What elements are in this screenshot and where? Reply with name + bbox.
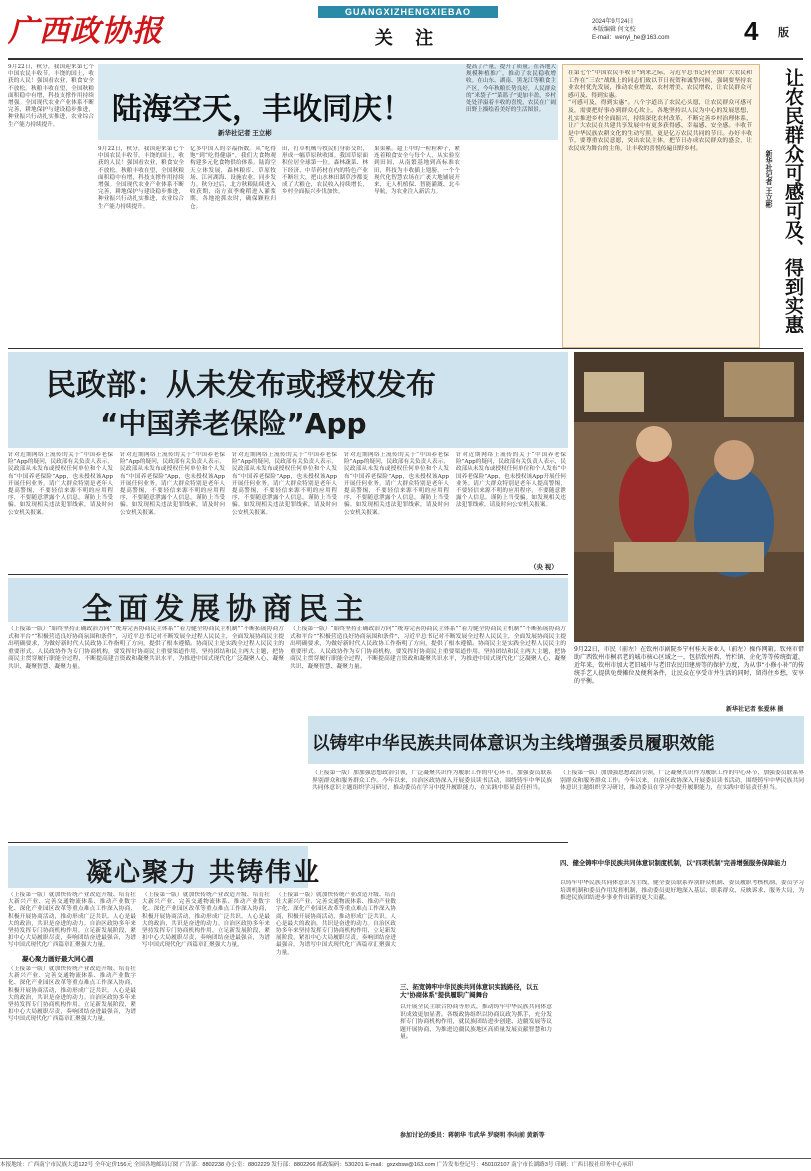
article-byline: 新华社记者 王立彬 [218, 130, 272, 137]
section-title: 关 注 [374, 28, 442, 49]
divider [8, 574, 568, 575]
article-column: （上接第一版）就加快传统产业改造升级、培育壮大新兴产业、完善交通物流体系、推动产业数字化、深化产业园区改革等重点难点工作深入协商，积极开展协商活动，推动形成广泛共识。人心是最大的政治，共识是奋进的动力。自治区政协多年来坚持发挥专门协商机构作用，立足新发展阶段，紧扣中心大局履职尽责，奏响团结奋进最强音，为谱写中国式现代化广西篇章汇聚强大力量。 [276, 892, 396, 956]
participant-names: 参加讨论的委员：蒋朝华 韦武华 罗晓明 李向前 黄新等 [400, 1133, 545, 1139]
article-column: 9月22日，秋分，我国迎来第七个中国农民丰收节。丰饶的国土，收获的人民！强国看农业，粮食安全不放松。秋粮丰收在望，全国秋粮面积稳中有增，科技支撑作用持续增强。全国现代农业产业体系不断完善，耕地保护与建设稳步推进，种业振兴行动扎实推进，农业综合生产能力持续提升。 [8, 64, 94, 128]
photo-illustration [574, 352, 804, 642]
article-headline: 民政部：从未发布或授权发布 [46, 368, 436, 403]
article-column: 针对近期网络上流传的关于“中国养老保险”App的疑问，民政部有关负责人表示，民政部从未发布或授权任何单位和个人发布“中国养老保险”App，也未授权该App开展任何业务。请广大群众特别是老年人提高警惕，不要轻信来源不明的应用程序，不要随意泄露个人信息，谨防上当受骗。如发现相关违法犯罪线索，请及时向公安机关报案。 [456, 452, 566, 509]
editor-email: E-mail：wenyi_he@163.com [592, 35, 670, 41]
article-column: 亿多中国人的幸福指数。从“吃得饱”到“吃得健康”，我们大食物观构建多元化食物供给体系。陆海空天立体发展，森林粮库、草原牧场、江河湖海、设施农业，同步发力。秋分过后，北方秋粮陆续进入收获期，南方双季晚稻进入灌浆期，各地抢抓农时，确保颗粒归仓。 [190, 146, 276, 210]
issue-date: 2024年9月24日 [592, 19, 634, 25]
article-column: 果果累。超上中的一粒粒种子，紧连着粮食安全与每个人，从实验室到田间，从南繁基地到高标准农田，科技为丰收插上翅膀。一个个现代化智慧农场在广袤大地铺展开来，无人机植保、智能灌溉、北斗导航，为农业注入新活力。 [374, 146, 460, 196]
article-headline: 以铸牢中华民族共同体意识为主线增强委员履职效能 [312, 734, 715, 754]
masthead [0, 0, 811, 62]
article-headline: 全面发展协商民主 [82, 592, 370, 627]
photo-caption: 9月22日，市民（前左）在钦州市剧院乡宁村桂天茶业人（前左）操作网箱。钦州市借助广西钦州市桐君老的城市核心区域之一，包括钦州西、竹栏镇、企化等等传统街道，近年来，钦州市加大老旧城中与老旧农民旧建房等的保护力度，为从事“小修小补”的传统手艺人提供免费摊位及便利条件，让民众在享受市井生活的同时，留得住乡愁，安享的平衡。 [574, 646, 804, 685]
article-subheading: 三、拓宽铸牢中华民族共同体意识实践路径，以五大“协商体系”提供履职广阔舞台 [400, 984, 539, 999]
article-column: 针对近期网络上流传的关于“中国养老保险”App的疑问，民政部有关负责人表示，民政部从未发布或授权任何单位和个人发布“中国养老保险”App，也未授权该App开展任何业务。请广大群众特别是老年人提高警惕，不要轻信来源不明的应用程序，不要随意泄露个人信息，谨防上当受骗。如发现相关违法犯罪线索，请及时向公安机关报案。 [232, 452, 337, 516]
article-column: （上接第一版）加加强思想政治引领，广泛凝聚共识作为履职工作的中心环节，加强委员联系界别群众和服务群众工作。今年以来，自治区政协深入开展委员读书活动，围绕铸牢中华民族共同体意识主题组织学习研讨，推动委员在学习中提升履职能力，在实践中彰显责任担当。 [560, 770, 804, 792]
commentary-body [568, 70, 752, 342]
issue-info [592, 18, 669, 42]
article-column: 针对近期网络上流传的关于“中国养老保险”App的疑问，民政部有关负责人表示，民政部从未发布或授权任何单位和个人发布“中国养老保险”App，也未授权该App开展任何业务。请广大群众特别是老年人提高警惕，不要轻信来源不明的应用程序，不要随意泄露个人信息，谨防上当受骗。如发现相关违法犯罪线索，请及时向公安机关报案。 [8, 452, 113, 516]
article-headline: 凝心聚力 共铸伟业 [86, 858, 322, 888]
article-column: 针对近期网络上流传的关于“中国养老保险”App的疑问，民政部有关负责人表示，民政部从未发布或授权任何单位和个人发布“中国养老保险”App，也未授权该App开展任何业务。请广大群众特别是老年人提高警惕，不要轻信来源不明的应用程序，不要随意泄露个人信息，谨防上当受骗。如发现相关违法犯罪线索，请及时向公安机关报案。 [344, 452, 449, 516]
divider [8, 348, 803, 349]
newspaper-logo: 广西政协报 [8, 14, 163, 49]
article-column: 针对近期网络上流传的关于“中国养老保险”App的疑问，民政部有关负责人表示，民政部从未发布或授权任何单位和个人发布“中国养老保险”App，也未授权该App开展任何业务。请广大群众特别是老年人提高警惕，不要轻信来源不明的应用程序，不要随意泄露个人信息，谨防上当受骗。如发现相关违法犯罪线索，请及时向公安机关报案。 [120, 452, 225, 516]
article-column: 提高了产量，提升了质量。在各地大规模种植推广，推动了农民稳收增收。在山东、湖南、黑龙江等粮食主产区，今年秋粮长势良好，人民群众的“米袋子”“菜篮子”更加丰盈，乡村处处洋溢着丰收的喜悦，农民在广阔田野上描绘着美好的生活图景。 [466, 64, 556, 114]
article-headline: “中国养老保险”App [100, 407, 367, 440]
article-subheading: 凝心聚力画好最大同心圆 [22, 956, 94, 963]
pinyin-banner: GUANGXIZHENGXIEBAO [318, 6, 498, 18]
commentary-text: “可感可及，得到实惠”。八个字道出了农民心头愿，让农民群众可感可及，需要把好事办到群众心坎上。各地坚持以人民为中心的发展思想，扎实推进乡村全面振兴，持续深化农村改革，不断完善乡村治理体系，让广大农民在共建共享发展中有更多获得感、幸福感、安全感。丰收节是中华民族农耕文化的生动写照，更是亿万农民共同的节日。办好丰收节，要尊重农民意愿，突出农民主体，把节日办成农民群众的盛会，让农民成为舞台的主角，让丰收的喜悦传遍田野乡村。 [568, 100, 752, 152]
page-editor: 本版编辑 何文校 [592, 27, 636, 33]
photo-credit: 新华社记者 张爱林 摄 [726, 707, 784, 713]
commentary-headline: 让农民群众可感可及、得到实惠 [782, 68, 804, 334]
article-column: （上接第一版）就加快传统产业改造升级、培育壮大新兴产业、完善交通物流体系、推动产业数字化、深化产业园区改革等重点难点工作深入协商，积极开展协商活动，推动形成广泛共识。人心是最大的政治，共识是奋进的动力。自治区政协多年来坚持发挥专门协商机构作用，立足新发展阶段，紧扣中心大局履职尽责，奏响团结奋进最强音，为谱写中国式现代化广西篇章汇聚强大力量。 [8, 892, 136, 948]
article-column: （上接第一版）就加快传统产业改造升级、培育壮大新兴产业、完善交通物流体系、推动产业数字化、深化产业园区改革等重点难点工作深入协商，积极开展协商活动，推动形成广泛共识。人心是最大的政治，共识是奋进的动力。自治区政协多年来坚持发挥专门协商机构作用，立足新发展阶段，紧扣中心大局履职尽责，奏响团结奋进最强音，为谱写中国式现代化广西篇章汇聚强大力量。 [8, 966, 136, 1023]
article-column: （上接第一版）加加强思想政治引领，广泛凝聚共识作为履职工作的中心环节，加强委员联系界别群众和服务群众工作。今年以来，自治区政协深入开展委员读书活动，围绕铸牢中华民族共同体意识主题组织学习研讨，推动委员在学习中提升履职能力，在实践中彰显责任担当。 [312, 770, 552, 792]
commentary-intro: 在第七个“中国农民丰收节”到来之际，习近平总书记向全国广大农民和工作在“三农”战线上的同志们致以节日祝贺和诚挚问候，强调要坚持农业农村优先发展，推动农业增效、农村增美、农民增收，让农民群众可感可及、得到实惠。 [568, 70, 752, 99]
article-credit: （央 视） [530, 564, 558, 571]
masthead-rule [8, 58, 803, 60]
article-column: 以铸牢中华民族共同体意识为主线，健全委员联系界别群众机制、委员履职考核机制、委员学习培训机制和委员作用发挥机制，推动委员更好地深入基层、联系群众、反映诉求、服务大局，为推进民族团结进步事业作出新的更大贡献。 [560, 880, 804, 902]
article-column: （上接第一版）“始终坚持正确政治方向”“统筹完善协商民主体系”“着力健全协商民主机制”“不断拓展协商方式和平台”“积极营造良好协商氛围和条件”，习近平总书记对不断发展全过程人民民主，全面发展协商民主提出明确要求，为做好新时代人民政协工作指明了方向，提供了根本遵循。协商民主是实践全过程人民民主的重要形式。人民政协作为专门协商机构，要发挥好协商民主重要渠道作用，坚持团结和民主两大主题，把协商民主贯穿履行职能全过程，不断提高建言资政和凝聚共识水平，为推进中国式现代化广泛凝聚人心、凝聚共识、凝聚智慧、凝聚力量。 [8, 626, 284, 670]
article-column: 9月22日，秋分，我国迎来第七个中国农民丰收节。丰饶的国土，收获的人民！强国看农业，粮食安全不放松。秋粮丰收在望，全国秋粮面积稳中有增，科技支撑作用持续增强。全国现代农业产业体系不断完善，耕地保护与建设稳步推进，种业振兴行动扎实推进，农业综合生产能力持续提升。 [98, 146, 184, 210]
page-number: 4 [744, 16, 759, 46]
footer-info: 本报地址：广西南宁市民族大道122号 全年定价156元 全国各地邮局订阅 广告部：8802238 办公室：8802229 发行部：8802266 邮政编码：530201 E-mail：gxzxbsw@163.com 广告发布登记号：450102107 南宁市长湖路3号 印刷：广西日报社印务中心承印 [0, 1158, 811, 1171]
article-column: （上接第一版）“始终坚持正确政治方向”“统筹完善协商民主体系”“着力健全协商民主机制”“不断拓展协商方式和平台”“积极营造良好协商氛围和条件”，习近平总书记对不断发展全过程人民民主，全面发展协商民主提出明确要求，为做好新时代人民政协工作指明了方向，提供了根本遵循。协商民主是实践全过程人民民主的重要形式。人民政协作为专门协商机构，要发挥好协商民主重要渠道作用，坚持团结和民主两大主题，把协商民主贯穿履行职能全过程，不断提高建言资政和凝聚共识水平，为推进中国式现代化广泛凝聚人心、凝聚共识、凝聚智慧、凝聚力量。 [290, 626, 566, 670]
article-subheading: 四、健全铸牢中华民族共同体意识制度机制，以“四项机制”完善增强服务保障能力 [560, 860, 787, 867]
article-headline: 陆海空天，丰收同庆！ [112, 92, 412, 127]
commentary-byline: 新华社记者 王立彬 [765, 150, 772, 208]
article-column: （上接第一版）就加快传统产业改造升级、培育壮大新兴产业、完善交通物流体系、推动产业数字化、深化产业园区改革等重点难点工作深入协商，积极开展协商活动，推动形成广泛共识。人心是最大的政治，共识是奋进的动力。自治区政协多年来坚持发挥专门协商机构作用，立足新发展阶段，紧扣中心大局履职尽责，奏响团结奋进最强音，为谱写中国式现代化广西篇章汇聚强大力量。 [142, 892, 270, 949]
article-column: 田，打草机械与牧民们身影交织，形成一幅草原秋收图。我国草原面积位居全球第一位。森林蔬菜、林下经济、中草药材在内的特色产业不断壮大，把山水林田湖草沙都变成了大粮仓，农民收入持续增长，乡村全面振兴步伐加快。 [282, 146, 368, 196]
news-photo [574, 352, 804, 642]
page-suffix: 版 [778, 26, 789, 39]
article-column: 以开展全民主联合协商等形式，推动铸牢中华民族共同体意识成效更加显著。各级政协组织以协商议政为抓手，充分发挥专门协商机构作用，就民族团结进步创建、边疆发展等议题开展协商，为推进边疆民族地区高质量发展贡献智慧和力量。 [400, 1004, 552, 1041]
